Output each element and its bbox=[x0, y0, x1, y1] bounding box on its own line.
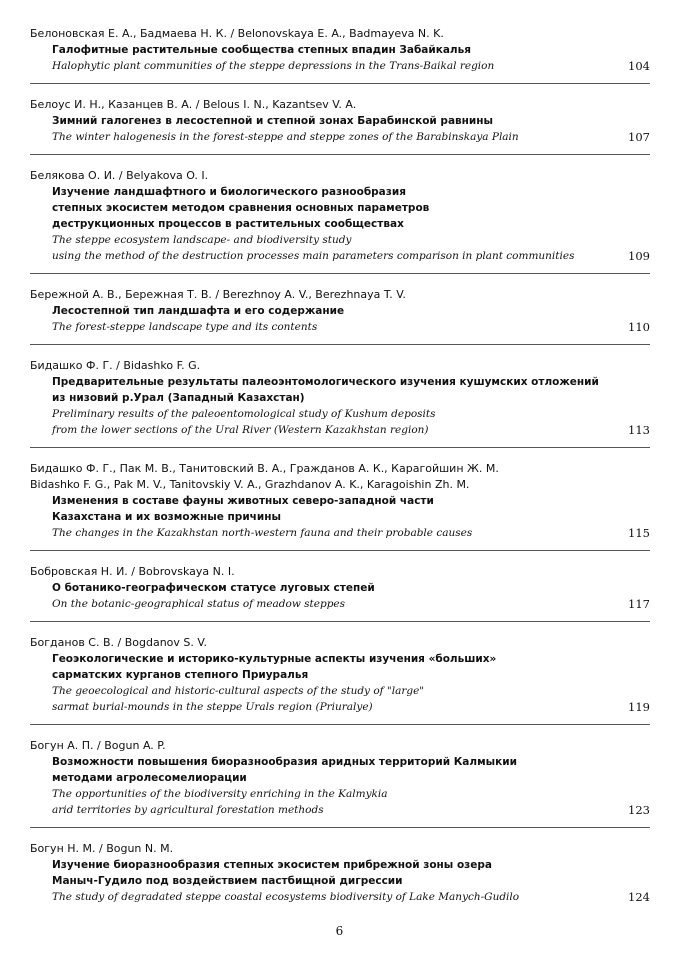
entry-authors: Богун Н. М. / Bogun N. M. bbox=[30, 842, 174, 855]
toc-entry bbox=[30, 635, 650, 725]
entry-authors: Богун А. П. / Bogun A. P. bbox=[30, 739, 166, 752]
entry-title-en: The winter halogenesis in the forest-steppe and steppe zones of the Barabinskaya Plain bbox=[52, 131, 519, 143]
entry-title-en: The steppe ecosystem landscape- and biodiversity study bbox=[52, 234, 352, 246]
entry-page-number: 117 bbox=[628, 597, 650, 611]
entry-title-ru: Маныч-Гудило под воздействием пастбищной дигрессии bbox=[52, 875, 403, 887]
entry-page-number: 109 bbox=[628, 249, 650, 263]
entry-title-ru: Предварительные результаты палеоэнтомологического изучения кушумских отложений bbox=[52, 376, 599, 388]
toc-entry bbox=[30, 461, 650, 551]
entry-authors: Белоус И. Н., Казанцев В. А. / Belous I. N., Kazantsev V. A. bbox=[30, 98, 357, 111]
entry-title-en: arid territories by agricultural forestation methods bbox=[52, 804, 324, 816]
entry-title-ru: Зимний галогенез в лесостепной и степной зонах Барабинской равнины bbox=[52, 115, 494, 127]
entry-authors: Бережной А. В., Бережная Т. В. / Berezhnoy A. V., Berezhnaya T. V. bbox=[30, 288, 406, 301]
entry-authors: Бидашко Ф. Г. / Bidashko F. G. bbox=[30, 359, 201, 372]
entry-title-en: The forest-steppe landscape type and its contents bbox=[52, 321, 318, 333]
toc-entry bbox=[30, 564, 650, 622]
entry-title-ru: Возможности повышения биоразнообразия аридных территорий Калмыкии bbox=[52, 756, 517, 768]
toc-entry bbox=[30, 841, 650, 915]
entry-authors: Белякова О. И. / Belyakova O. I. bbox=[30, 169, 209, 182]
entry-title-ru: Изменения в составе фауны животных северо-западной части bbox=[52, 495, 434, 507]
entry-title-ru: Изучение ландшафтного и биологического разнообразия bbox=[52, 186, 406, 198]
entry-title-en: from the lower sections of the Ural River (Western Kazakhstan region) bbox=[52, 424, 429, 436]
entry-page-number: 107 bbox=[628, 130, 650, 144]
entry-title-en: Preliminary results of the paleoentomological study of Kushum deposits bbox=[52, 408, 436, 420]
toc-entry bbox=[30, 168, 650, 274]
entry-title-ru: Геоэкологические и историко-культурные аспекты изучения «больших» bbox=[52, 653, 497, 665]
toc-entry bbox=[30, 97, 650, 155]
entry-authors: Бидашко Ф. Г., Пак М. В., Танитовский В. А., Гражданов А. К., Карагойшин Ж. М. bbox=[30, 462, 499, 475]
table-of-contents bbox=[30, 26, 650, 915]
entry-title-ru: Казахстана и их возможные причины bbox=[52, 511, 281, 523]
toc-entry bbox=[30, 287, 650, 345]
entry-page-number: 124 bbox=[628, 890, 650, 904]
entry-title-ru: Изучение биоразнообразия степных экосистем прибрежной зоны озера bbox=[52, 859, 492, 871]
entry-page-number: 119 bbox=[628, 700, 650, 714]
entry-page-number: 110 bbox=[628, 320, 650, 334]
entry-title-en: The changes in the Kazakhstan north-western fauna and their probable causes bbox=[52, 527, 473, 539]
entry-authors: Богданов С. В. / Bogdanov S. V. bbox=[30, 636, 207, 649]
entry-title-ru: сарматских курганов степного Приуралья bbox=[52, 669, 309, 681]
entry-authors: Белоновская Е. А., Бадмаева Н. К. / Belonovskaya E. A., Badmayeva N. K. bbox=[30, 27, 444, 40]
entry-page-number: 113 bbox=[628, 423, 650, 437]
entry-page-number: 123 bbox=[628, 803, 650, 817]
entry-title-en: The study of degradated steppe coastal ecosystems biodiversity of Lake Manych-Gudilo bbox=[52, 891, 520, 903]
entry-title-ru: методами агролесомелиорации bbox=[52, 772, 247, 784]
entry-title-en: The opportunities of the biodiversity enriching in the Kalmykia bbox=[52, 788, 388, 800]
entry-title-en: sarmat burial-mounds in the steppe Urals region (Priuralye) bbox=[52, 701, 373, 713]
entry-title-en: using the method of the destruction processes main parameters comparison in plant communities bbox=[52, 250, 575, 262]
entry-title-ru: деструкционных процессов в растительных сообществах bbox=[52, 218, 404, 230]
entry-title-ru: степных экосистем методом сравнения основных параметров bbox=[52, 202, 430, 214]
entry-title-ru: Галофитные растительные сообщества степных впадин Забайкалья bbox=[52, 44, 472, 56]
entry-title-en: The geoecological and historic-cultural aspects of the study of "large" bbox=[52, 685, 425, 697]
entry-title-ru: из низовий р.Урал (Западный Казахстан) bbox=[52, 392, 305, 404]
toc-entry bbox=[30, 26, 650, 84]
entry-title-en: On the botanic-geographical status of meadow steppes bbox=[52, 598, 346, 610]
entry-title-en: Halophytic plant communities of the steppe depressions in the Trans-Baikal region bbox=[52, 60, 495, 72]
toc-entry bbox=[30, 738, 650, 828]
entry-title-ru: Лесостепной тип ландшафта и его содержание bbox=[52, 305, 345, 317]
entry-authors: Bidashko F. G., Pak M. V., Tanitovskiy V. A., Grazhdanov A. K., Karagoishin Zh. M. bbox=[30, 478, 470, 491]
entry-authors: Бобровская Н. И. / Bobrovskaya N. I. bbox=[30, 565, 235, 578]
entry-page-number: 104 bbox=[628, 59, 650, 73]
toc-entry bbox=[30, 358, 650, 448]
page-number: 6 bbox=[335, 924, 344, 938]
entry-page-number: 115 bbox=[628, 526, 650, 540]
entry-title-ru: О ботанико-географическом статусе луговых степей bbox=[52, 582, 375, 594]
